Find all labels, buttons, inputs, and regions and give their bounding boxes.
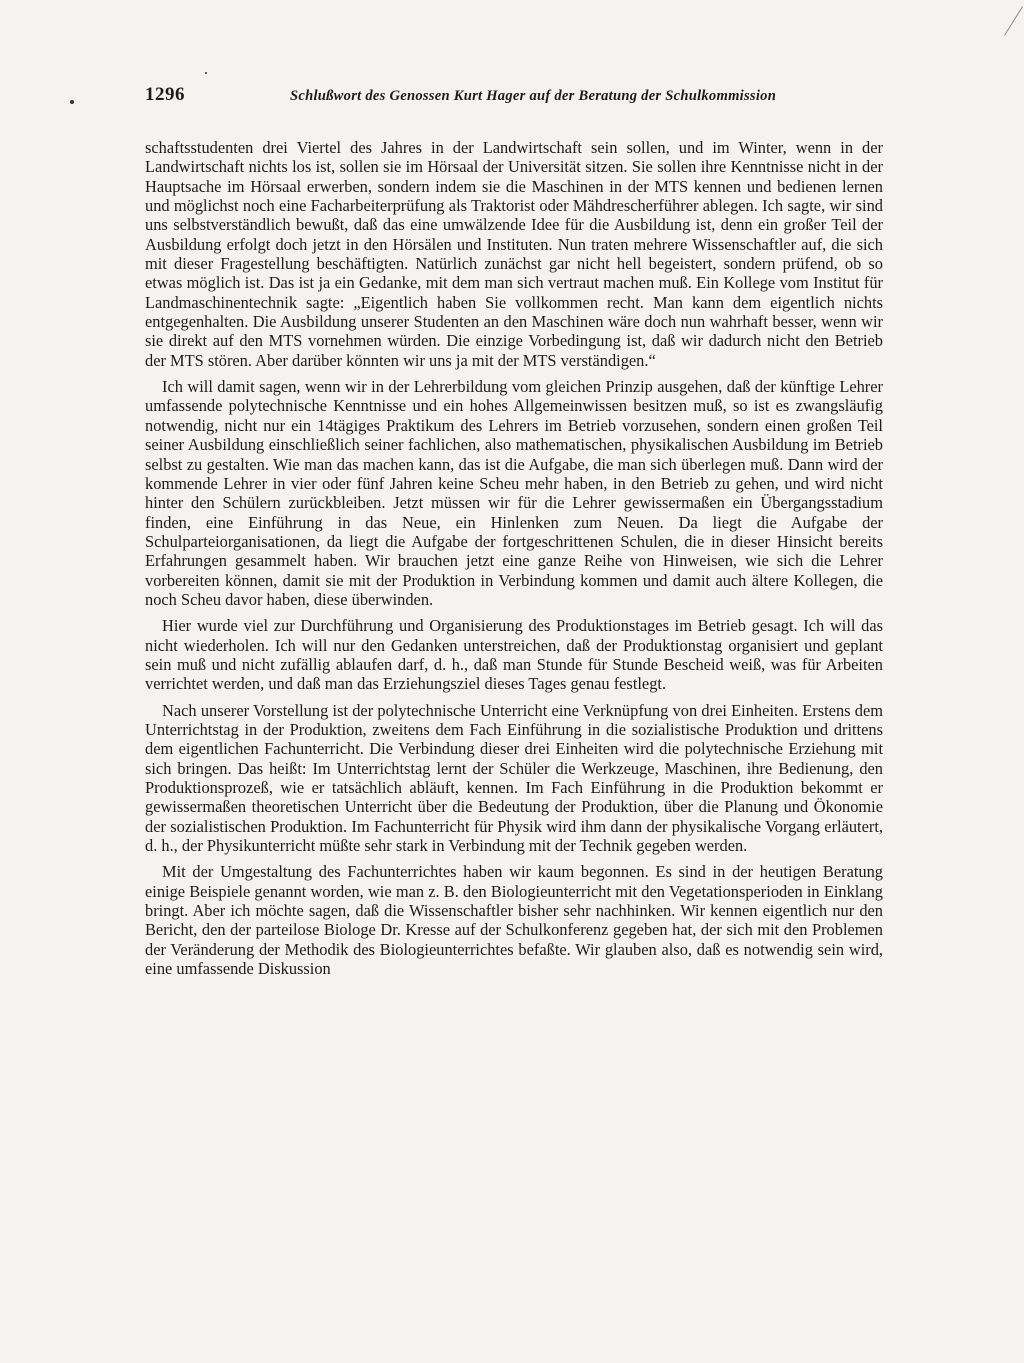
scan-speck (205, 72, 207, 74)
paragraph: Nach unserer Vorstellung ist der polytechnische Unterricht eine Verknüpfung von drei Einheiten. Erstens dem Unterrichtstag in der Produktion, zweitens dem Fach Einführung in die sozialistische Produktion und drittens dem eigentlichen Fachunterricht. Die Verbindung dieser drei Einheiten wird die polytechnische Erziehung mit sich bringen. Das heißt: Im Unterrichtstag lernt der Schüler die Werkzeuge, Maschinen, ihre Bedienung, den Produktionsprozeß, wie er tatsächlich abläuft, kennen. Im Fach Einführung in die Produktion bekommt er gewissermaßen theoretischen Unterricht über die Bedeutung der Produktion, über die Planung und Ökonomie der sozialistischen Produktion. Im Fachunterricht für Physik wird ihm dann der physikalische Vorgang erläutert, d. h., der Physikunterricht müßte sehr stark in Verbindung mit der Technik gegeben werden. (145, 700, 883, 856)
paragraph: Ich will damit sagen, wenn wir in der Lehrerbildung vom gleichen Prinzip ausgehen, daß der künftige Lehrer umfassende polytechnische Kenntnisse und ein hohes Allgemeinwissen besitzen muß, so ist es zwangsläufig notwendig, nicht nur ein 14tägiges Praktikum des Lehrers im Betrieb vorzusehen, sondern einen großen Teil seiner Ausbildung einschließlich seiner fachlichen, also mathematischen, physikalischen Ausbildung im Betrieb selbst zu gestalten. Wie man das machen kann, das ist die Aufgabe, die man sich überlegen muß. Dann wird der kommende Lehrer in vier oder fünf Jahren keine Scheu mehr haben, in den Betrieb zu gehen, und wird nicht hinter den Schülern zurückbleiben. Jetzt müssen wir für die Lehrer gewissermaßen ein Übergangsstadium finden, eine Einführung in das Neue, ein Hinlenken zum Neuen. Da liegt die Aufgabe der Schulparteiorganisationen, da liegt die Aufgabe der fortgeschrittenen Schulen, die in dieser Hinsicht bereits Erfahrungen gesammelt haben. Wir brauchen jetzt eine ganze Reihe von Hinweisen, wie sich die Lehrer vorbereiten können, damit sie mit der Produktion in Verbindung kommen und damit auch ältere Kollegen, die noch Scheu davor haben, diese überwinden. (145, 377, 883, 609)
paragraph: Mit der Umgestaltung des Fachunterrichtes haben wir kaum begonnen. Es sind in der heutigen Beratung einige Beispiele genannt worden, wie man z. B. den Biologieunterricht mit den Vegetationsperioden in Einklang bringt. Aber ich möchte sagen, daß die Wissenschaftler bisher sehr nachhinken. Wir kennen eigentlich nur den Bericht, den der parteilose Biologe Dr. Kresse auf der Schulkonferenz gegeben hat, der sich mit den Problemen der Veränderung der Methodik des Biologieunterrichtes befaßte. Wir glauben also, daß es notwendig sein wird, eine umfassende Diskussion (145, 862, 883, 979)
paragraph: schaftsstudenten drei Viertel des Jahres in der Landwirtschaft sein sollen, und im Winter, wenn in der Landwirtschaft nichts los ist, sollen sie im Hörsaal der Universität sitzen. Sie sollen ihre Kenntnisse nicht in der Hauptsache im Hörsaal erwerben, sondern indem sie die Maschinen in der MTS kennen und bedienen lernen und möglichst noch eine Facharbeiterprüfung als Traktorist oder Mähdrescherführer ablegen. Ich sagte, wir sind uns selbstverständlich bewußt, daß das eine umwälzende Idee für die Ausbildung ist, denn ein großer Teil der Ausbildung erfolgt doch jetzt in den Hörsälen und Instituten. Nun traten mehrere Wissenschaftler auf, die sich mit dieser Fragestellung beschäftigten. Natürlich zunächst gar nicht hell begeistert, sondern prüfend, ob so etwas möglich ist. Das ist ja ein Gedanke, mit dem man sich vertraut machen muß. Ein Kollege vom Institut für Landmaschinentechnik sagte: „Eigentlich haben Sie vollkommen recht. Man kann dem eigentlich nichts entgegenhalten. Die Ausbildung unserer Studenten an den Maschinen wäre doch nun wahrhaft besser, wenn wir sie direkt auf den MTS vornehmen würden. Die einzige Vorbedingung ist, daß wir dadurch nicht den Betrieb der MTS stören. Aber darüber könnten wir uns ja mit der MTS verständigen.“ (145, 138, 883, 370)
scan-speck (70, 100, 74, 104)
page-number: 1296 (145, 84, 185, 105)
running-title: Schlußwort des Genossen Kurt Hager auf der Beratung der Schulkommission (290, 88, 777, 104)
scan-pencil-stroke (1004, 6, 1023, 35)
body-text (145, 138, 883, 978)
paragraph: Hier wurde viel zur Durchführung und Organisierung des Produktionstages im Betrieb gesagt. Ich will das nicht wiederholen. Ich will nur den Gedanken unterstreichen, daß der Produktionstag organisiert und geplant sein muß und nicht zufällig ablaufen darf, d. h., daß man Stunde für Stunde Bescheid weiß, was für Arbeiten verrichtet werden, und daß man das Erziehungsziel dieses Tages genau festlegt. (145, 616, 883, 694)
